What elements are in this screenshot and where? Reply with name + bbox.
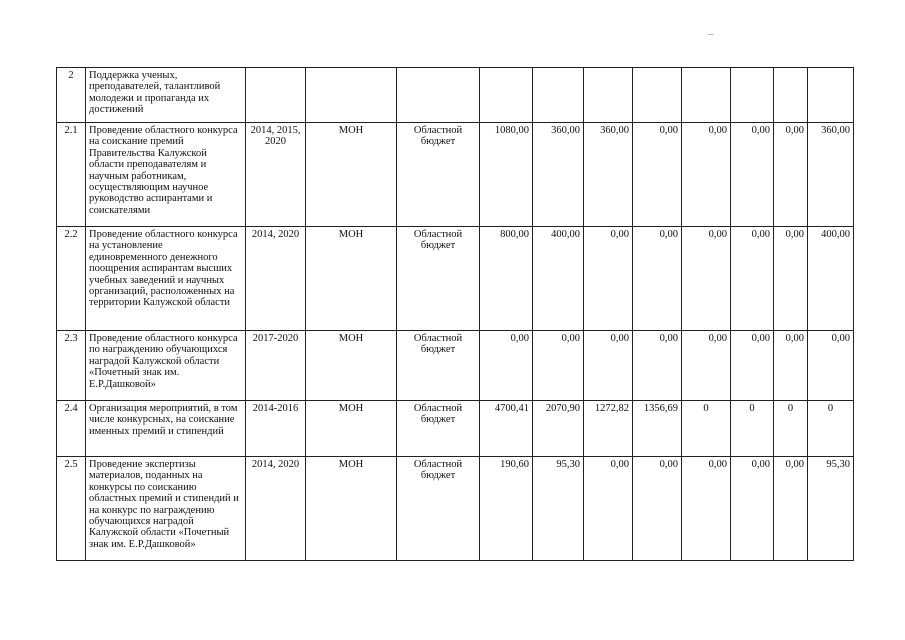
year-value (731, 68, 774, 123)
budget-table (56, 67, 854, 561)
row-number: 2 (57, 68, 86, 123)
executor: МОН (306, 401, 397, 457)
year-value: 0,00 (774, 457, 808, 561)
implementation-years: 2017-2020 (246, 331, 306, 401)
table-row (57, 68, 854, 123)
year-value: 0,00 (633, 227, 682, 331)
year-value: 0,00 (682, 227, 731, 331)
year-value (633, 68, 682, 123)
total-value: 1080,00 (480, 123, 533, 227)
implementation-years: 2014-2016 (246, 401, 306, 457)
year-value: 0,00 (633, 123, 682, 227)
year-value (808, 68, 854, 123)
year-value: 0,00 (682, 457, 731, 561)
activity-name: Поддержка ученых, преподавателей, талантливой молодежи и пропаганда их достижений (86, 68, 246, 123)
total-value: 190,60 (480, 457, 533, 561)
total-value (480, 68, 533, 123)
year-value: 0,00 (584, 331, 633, 401)
year-value: 0,00 (633, 457, 682, 561)
total-value: 800,00 (480, 227, 533, 331)
year-value: 360,00 (533, 123, 584, 227)
year-value: 0,00 (682, 123, 731, 227)
year-value: 0 (731, 401, 774, 457)
year-value: 0 (774, 401, 808, 457)
year-value: 0 (682, 401, 731, 457)
activity-name: Проведение областного конкурса на соискание премий Правительства Калужской области преподавателям и научным работникам, осуществляющим научное руководство аспирантами и соискателями (86, 123, 246, 227)
total-value: 4700,41 (480, 401, 533, 457)
year-value: 1272,82 (584, 401, 633, 457)
funding-source: Областной бюджет (397, 457, 480, 561)
table-row (57, 331, 854, 401)
funding-source: Областной бюджет (397, 401, 480, 457)
implementation-years: 2014, 2015, 2020 (246, 123, 306, 227)
implementation-years: 2014, 2020 (246, 227, 306, 331)
year-value (533, 68, 584, 123)
year-value: 400,00 (808, 227, 854, 331)
funding-source: Областной бюджет (397, 123, 480, 227)
year-value: 0,00 (774, 123, 808, 227)
executor: МОН (306, 457, 397, 561)
year-value: 1356,69 (633, 401, 682, 457)
activity-name: Проведение областного конкурса на установление единовременного денежного поощрения аспирантам высших учебных заведений и научных организаций, расположенных на территории Калужской области (86, 227, 246, 331)
year-value: 0,00 (731, 227, 774, 331)
executor: МОН (306, 331, 397, 401)
executor: МОН (306, 123, 397, 227)
year-value: 0,00 (533, 331, 584, 401)
funding-source: Областной бюджет (397, 227, 480, 331)
table-row (57, 123, 854, 227)
row-number: 2.4 (57, 401, 86, 457)
year-value: 0 (808, 401, 854, 457)
year-value: 0,00 (633, 331, 682, 401)
year-value: 0,00 (584, 227, 633, 331)
funding-source: Областной бюджет (397, 331, 480, 401)
year-value: 0,00 (682, 331, 731, 401)
year-value: 0,00 (731, 123, 774, 227)
year-value: 95,30 (808, 457, 854, 561)
activity-name: Проведение областного конкурса по награждению обучающихся наградой Калужской области «Почетный знак им. Е.Р.Дашковой» (86, 331, 246, 401)
year-value: 0,00 (731, 457, 774, 561)
scan-mark (708, 34, 714, 35)
row-number: 2.1 (57, 123, 86, 227)
row-number: 2.5 (57, 457, 86, 561)
table-row (57, 401, 854, 457)
year-value (584, 68, 633, 123)
year-value: 0,00 (774, 227, 808, 331)
implementation-years (246, 68, 306, 123)
year-value: 0,00 (584, 457, 633, 561)
table-row (57, 457, 854, 561)
implementation-years: 2014, 2020 (246, 457, 306, 561)
year-value: 2070,90 (533, 401, 584, 457)
year-value: 360,00 (584, 123, 633, 227)
row-number: 2.3 (57, 331, 86, 401)
activity-name: Организация мероприятий, в том числе конкурсных, на соискание именных премий и стипендий (86, 401, 246, 457)
year-value (682, 68, 731, 123)
year-value: 0,00 (774, 331, 808, 401)
total-value: 0,00 (480, 331, 533, 401)
year-value: 360,00 (808, 123, 854, 227)
year-value: 0,00 (731, 331, 774, 401)
funding-source (397, 68, 480, 123)
year-value: 95,30 (533, 457, 584, 561)
table-row (57, 227, 854, 331)
year-value (774, 68, 808, 123)
activity-name: Проведение экспертизы материалов, поданных на конкурсы по соисканию областных премий и стипендий и на конкурс по награждению обучающихся наградой Калужской области «Почетный знак им. Е.Р.Дашковой» (86, 457, 246, 561)
year-value: 400,00 (533, 227, 584, 331)
row-number: 2.2 (57, 227, 86, 331)
year-value: 0,00 (808, 331, 854, 401)
executor (306, 68, 397, 123)
executor: МОН (306, 227, 397, 331)
